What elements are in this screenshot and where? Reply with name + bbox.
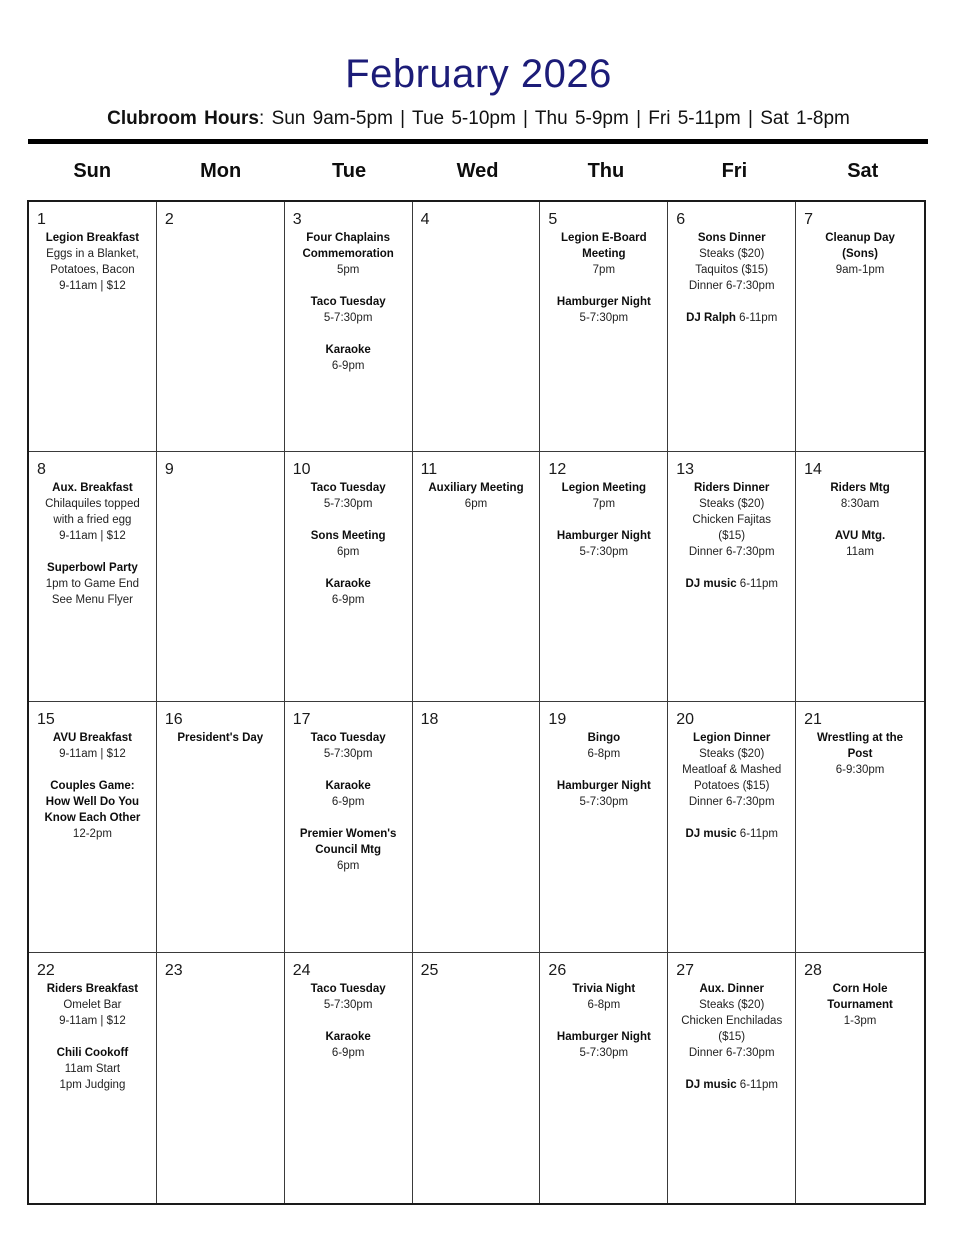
event-block: [543, 528, 664, 560]
event-block: [543, 230, 664, 278]
event-line: 6-9pm: [331, 796, 365, 809]
event-block: [160, 730, 281, 746]
day-cell-6: [668, 202, 796, 452]
weekday-header-thu: Thu: [587, 160, 625, 183]
day-cell-15: [29, 702, 157, 952]
event-line: Commemoration: [302, 247, 394, 260]
day-cell-14: [796, 452, 924, 702]
event-block: [671, 730, 792, 810]
clubroom-hours-separator: :: [259, 107, 272, 129]
day-number-6: 6: [676, 210, 686, 228]
clubroom-hours-line: [0, 108, 957, 130]
day-number-5: 5: [548, 210, 558, 228]
event-line: Premier Women's: [299, 828, 397, 841]
event-block: [32, 560, 153, 608]
event-line: Chili Cookoff: [56, 1046, 129, 1059]
event-line: Hamburger Night: [556, 295, 651, 308]
day-number-19: 19: [548, 711, 567, 729]
event-block: [543, 294, 664, 326]
event-line: Omelet Bar: [63, 998, 122, 1011]
event-line: 5-7:30pm: [323, 998, 373, 1011]
event-line: Potatoes ($15): [693, 780, 770, 793]
event-line: Trivia Night: [572, 982, 636, 995]
event-line: 6-8pm: [587, 998, 621, 1011]
day-number-11: 11: [420, 461, 438, 479]
event-line: Sons Dinner: [697, 231, 766, 244]
day-number-26: 26: [548, 961, 567, 979]
event-line: 5-7:30pm: [323, 748, 373, 761]
event-line: 8:30am: [840, 498, 880, 511]
event-line: Hamburger Night: [556, 530, 651, 543]
event-block: [32, 778, 153, 842]
day-number-17: 17: [292, 711, 311, 729]
event-line: AVU Mtg.: [834, 530, 886, 543]
day-number-24: 24: [292, 961, 311, 979]
event-line: Riders Breakfast: [46, 982, 139, 995]
event-line: 6-9pm: [331, 359, 365, 372]
event-line: Steaks ($20): [699, 998, 765, 1011]
event-line: 6-9:30pm: [835, 764, 885, 777]
event-block: [543, 480, 664, 512]
event-line: Legion Breakfast: [45, 231, 140, 244]
day-number-3: 3: [292, 210, 302, 228]
event-line: 1pm Judging: [59, 1078, 126, 1091]
event-block: [799, 230, 921, 278]
event-line: ($15): [718, 1030, 746, 1043]
day-cell-27: [668, 953, 796, 1203]
event-block: [288, 480, 409, 512]
event-line: 9-11am | $12: [59, 530, 126, 543]
day-cell-12: [540, 452, 668, 702]
day-cell-21: [796, 702, 924, 952]
event-line: 9-11am | $12: [59, 279, 126, 292]
event-line: Taquitos ($15): [695, 263, 769, 276]
day-number-27: 27: [676, 961, 695, 979]
day-number-22: 22: [37, 961, 55, 979]
day-number-23: 23: [164, 961, 183, 979]
day-number-13: 13: [676, 461, 695, 479]
event-line: Riders Dinner: [694, 482, 770, 495]
event-line: 6-9pm: [331, 1046, 365, 1059]
event-block: [288, 778, 409, 810]
day-cell-4: [413, 202, 541, 452]
day-number-15: 15: [37, 711, 55, 729]
event-block: [288, 576, 409, 608]
day-cell-23: [157, 953, 285, 1203]
event-line: Eggs in a Blanket,: [46, 247, 139, 260]
day-number-7: 7: [804, 210, 814, 228]
event-line: Steaks ($20): [699, 748, 765, 761]
event-line: Taco Tuesday: [310, 482, 386, 495]
event-line: 6-9pm: [331, 594, 365, 607]
event-block: [799, 730, 921, 778]
event-block: [799, 480, 921, 512]
day-number-4: 4: [420, 210, 430, 228]
event-line: See Menu Flyer: [51, 594, 134, 607]
day-number-25: 25: [420, 961, 439, 979]
event-line: Meeting: [582, 247, 626, 260]
event-line: Post: [847, 748, 873, 761]
event-line: How Well Do You: [45, 796, 140, 809]
day-cell-26: [540, 953, 668, 1203]
day-cell-16: [157, 702, 285, 952]
event-line: Wrestling at the: [817, 732, 904, 745]
day-cell-19: [540, 702, 668, 952]
day-number-14: 14: [804, 461, 822, 479]
day-cell-28: [796, 953, 924, 1203]
day-cell-8: [29, 452, 157, 702]
day-cell-18: [413, 702, 541, 952]
event-line: DJ music 6-11pm: [685, 1078, 778, 1091]
event-line: Legion Dinner: [693, 732, 771, 745]
day-number-12: 12: [548, 461, 567, 479]
day-number-2: 2: [164, 210, 174, 228]
event-block: [671, 826, 792, 842]
event-line: Know Each Other: [44, 812, 141, 825]
event-line: 11am Start: [64, 1062, 121, 1075]
event-line: Karaoke: [325, 1030, 371, 1043]
event-line: 5pm: [336, 263, 360, 276]
event-line: Steaks ($20): [699, 498, 765, 511]
event-line: 5-7:30pm: [579, 546, 629, 559]
event-line: Superbowl Party: [47, 562, 138, 575]
event-line: 5-7:30pm: [579, 796, 629, 809]
event-line: Dinner 6-7:30pm: [688, 1046, 775, 1059]
day-number-10: 10: [292, 461, 311, 479]
event-line: 9-11am | $12: [59, 1014, 126, 1027]
day-cell-9: [157, 452, 285, 702]
event-line: 6pm: [336, 546, 360, 559]
event-line: DJ Ralph 6-11pm: [686, 311, 778, 324]
event-block: [288, 730, 409, 762]
event-line: Legion Meeting: [561, 482, 647, 495]
event-line: Karaoke: [325, 780, 371, 793]
day-cell-24: [285, 953, 413, 1203]
event-line: 12-2pm: [72, 828, 112, 841]
event-line: 7pm: [592, 263, 616, 276]
event-block: [288, 528, 409, 560]
event-line: Riders Mtg: [830, 482, 890, 495]
event-line: Karaoke: [325, 578, 371, 591]
clubroom-hours-text: Sun 9am-5pm | Tue 5-10pm | Thu 5-9pm | Fri 5-11pm | Sat 1-8pm: [271, 107, 850, 129]
day-cell-13: [668, 452, 796, 702]
event-line: Sons Meeting: [310, 530, 386, 543]
day-number-16: 16: [164, 711, 183, 729]
event-block: [288, 1029, 409, 1061]
day-cell-22: [29, 953, 157, 1203]
event-line: (Sons): [842, 247, 878, 260]
weekday-header-fri: Fri: [721, 160, 748, 183]
event-line: ($15): [718, 530, 746, 543]
event-line: Cleanup Day: [825, 231, 895, 244]
event-line: Hamburger Night: [556, 780, 651, 793]
event-block: [543, 778, 664, 810]
day-cell-25: [413, 953, 541, 1203]
clubroom-hours-label: Clubroom Hours: [107, 107, 259, 129]
weekday-header-sun: Sun: [73, 160, 112, 183]
day-cell-7: [796, 202, 924, 452]
event-line: Karaoke: [325, 343, 371, 356]
event-line: Auxiliary Meeting: [428, 482, 524, 495]
event-line: Dinner 6-7:30pm: [688, 546, 775, 559]
event-block: [288, 981, 409, 1013]
event-line: Aux. Breakfast: [52, 482, 133, 495]
weekday-header-mon: Mon: [200, 160, 242, 183]
day-number-8: 8: [37, 461, 46, 479]
day-cell-10: [285, 452, 413, 702]
event-block: [543, 1029, 664, 1061]
day-number-9: 9: [164, 461, 174, 479]
day-cell-1: [29, 202, 157, 452]
page-title: February 2026: [345, 52, 612, 96]
event-line: Taco Tuesday: [310, 732, 386, 745]
day-cell-11: [413, 452, 541, 702]
event-line: 5-7:30pm: [323, 311, 373, 324]
event-line: Potatoes, Bacon: [50, 263, 135, 276]
event-line: Corn Hole: [832, 982, 888, 995]
day-number-20: 20: [676, 711, 695, 729]
event-line: Dinner 6-7:30pm: [688, 796, 775, 809]
event-block: [799, 528, 921, 560]
event-line: Bingo: [587, 732, 621, 745]
event-block: [416, 480, 537, 512]
event-line: Tournament: [827, 998, 893, 1011]
event-block: [799, 981, 921, 1029]
event-line: Dinner 6-7:30pm: [688, 279, 775, 292]
day-cell-5: [540, 202, 668, 452]
event-block: [671, 480, 792, 560]
event-block: [288, 342, 409, 374]
event-block: [32, 480, 153, 544]
event-line: Four Chaplains: [306, 231, 390, 244]
event-line: 1pm to Game End: [45, 578, 140, 591]
event-line: 9am-1pm: [835, 263, 885, 276]
event-line: 5-7:30pm: [579, 1046, 629, 1059]
day-number-1: 1: [37, 210, 46, 228]
event-block: [288, 294, 409, 326]
event-line: Chicken Enchiladas: [681, 1014, 783, 1027]
event-line: Legion E-Board: [561, 231, 647, 244]
day-cell-3: [285, 202, 413, 452]
event-line: Chicken Fajitas: [692, 514, 772, 527]
event-line: Steaks ($20): [699, 247, 765, 260]
event-line: 5-7:30pm: [323, 498, 373, 511]
day-number-21: 21: [804, 711, 822, 729]
event-line: 5-7:30pm: [579, 311, 629, 324]
event-line: Hamburger Night: [556, 1030, 651, 1043]
event-line: Meatloaf & Mashed: [682, 764, 782, 777]
event-block: [288, 826, 409, 874]
weekday-header-tue: Tue: [332, 160, 367, 183]
event-line: President's Day: [177, 732, 264, 745]
event-line: AVU Breakfast: [52, 732, 132, 745]
weekday-header-row: [28, 144, 927, 200]
event-block: [671, 981, 792, 1061]
event-line: Taco Tuesday: [310, 295, 386, 308]
event-line: 9-11am | $12: [59, 748, 126, 761]
event-line: Chilaquiles topped: [45, 498, 140, 511]
event-line: with a fried egg: [53, 514, 132, 527]
event-line: Aux. Dinner: [699, 982, 764, 995]
event-block: [671, 1077, 792, 1093]
event-block: [671, 576, 792, 592]
day-number-28: 28: [804, 961, 822, 979]
event-block: [543, 981, 664, 1013]
weekday-header-wed: Wed: [456, 160, 499, 183]
event-block: [32, 1045, 153, 1093]
event-line: 6-8pm: [587, 748, 621, 761]
event-line: Couples Game:: [50, 780, 135, 793]
event-block: [32, 981, 153, 1029]
event-block: [671, 310, 792, 326]
event-line: Council Mtg: [315, 844, 382, 857]
event-line: DJ music 6-11pm: [685, 578, 778, 591]
event-block: [671, 230, 792, 294]
day-cell-17: [285, 702, 413, 952]
event-line: 11am: [846, 546, 875, 559]
event-line: 1-3pm: [843, 1014, 877, 1027]
event-block: [32, 730, 153, 762]
event-block: [32, 230, 153, 294]
day-number-18: 18: [420, 711, 439, 729]
event-line: 6pm: [336, 860, 360, 873]
event-line: 7pm: [592, 498, 616, 511]
calendar-grid: [27, 200, 926, 1205]
event-line: DJ music 6-11pm: [685, 828, 778, 841]
event-block: [288, 230, 409, 278]
event-block: [543, 730, 664, 762]
day-cell-20: [668, 702, 796, 952]
weekday-header-sat: Sat: [847, 160, 879, 183]
event-line: Taco Tuesday: [310, 982, 386, 995]
day-cell-2: [157, 202, 285, 452]
event-line: 6pm: [464, 498, 488, 511]
